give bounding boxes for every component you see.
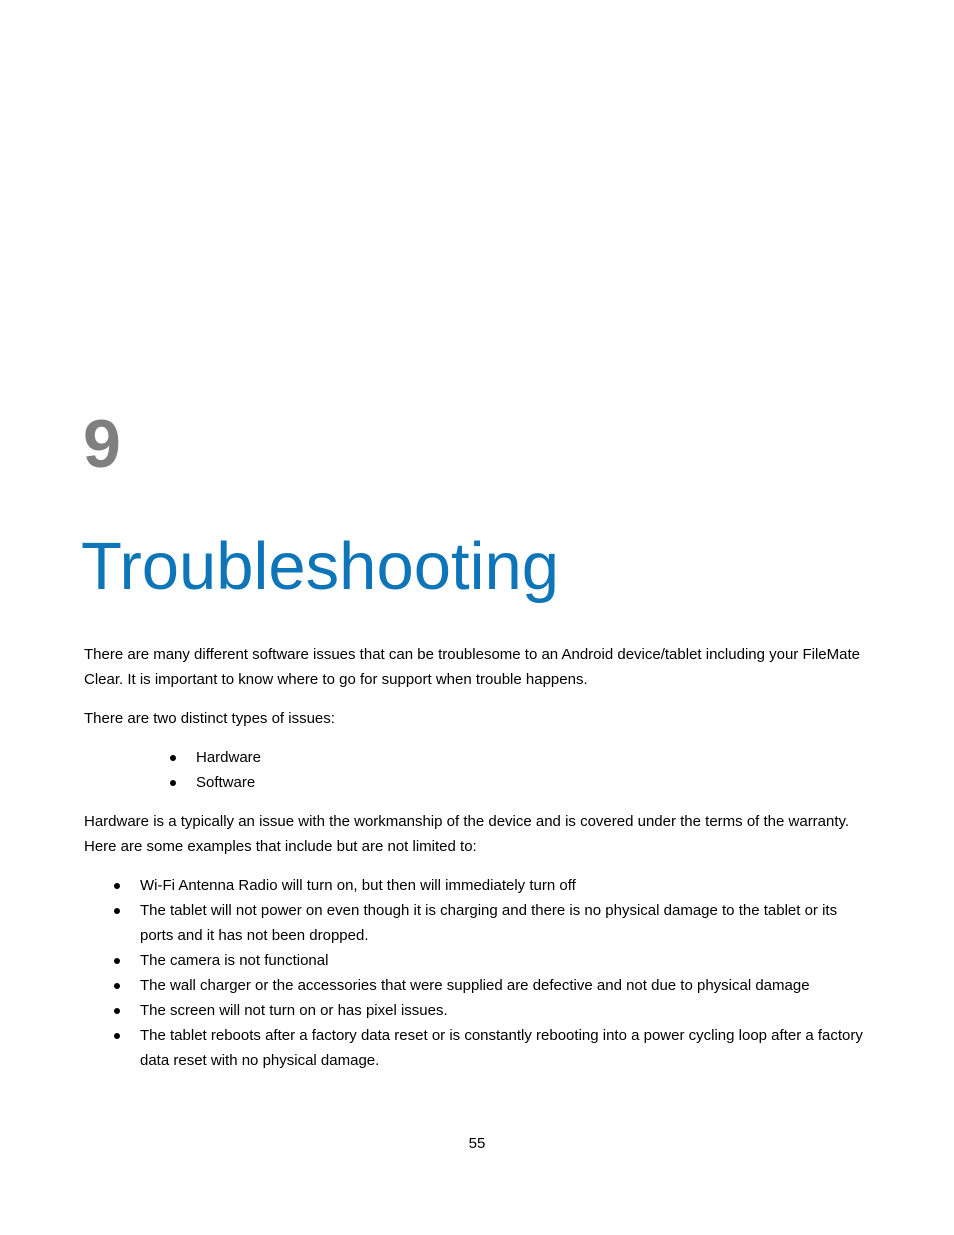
list-item <box>112 948 864 973</box>
list-item-text: The tablet reboots after a factory data reset or is constantly rebooting into a power cycling loop after a factory data reset with no physical damage. <box>140 1027 863 1069</box>
hardware-description: Hardware is a typically an issue with the workmanship of the device and is covered under the terms of the warranty. Here are some examples that include but are not limited to: <box>84 813 850 855</box>
intro-paragraph: There are many different software issues that can be troublesome to an Android device/tablet including your FileMate Clear. It is important to know where to go for support when trouble happens. <box>84 646 860 688</box>
issue-types-intro: There are two distinct types of issues: <box>84 710 335 727</box>
chapter-number: 9 <box>83 406 121 482</box>
issue-types-list <box>84 745 864 795</box>
list-item <box>168 745 864 770</box>
chapter-body <box>84 642 864 1073</box>
hardware-examples-list <box>84 873 864 1073</box>
page-number: 55 <box>468 1135 486 1152</box>
list-item-text: Software <box>196 774 256 791</box>
list-item <box>112 998 864 1023</box>
list-item <box>112 1023 864 1073</box>
list-item-text: The screen will not turn on or has pixel issues. <box>140 1002 448 1019</box>
list-item-text: Hardware <box>196 749 262 766</box>
list-item-text: The wall charger or the accessories that were supplied are defective and not due to physical damage <box>140 977 810 994</box>
list-item <box>112 898 864 948</box>
list-item-text: Wi-Fi Antenna Radio will turn on, but then will immediately turn off <box>140 877 576 894</box>
list-item <box>168 770 864 795</box>
list-item-text: The tablet will not power on even though it is charging and there is no physical damage to the tablet or its ports and it has not been dropped. <box>140 902 838 944</box>
list-item <box>112 973 864 998</box>
chapter-title: Troubleshooting <box>81 529 559 604</box>
list-item <box>112 873 864 898</box>
list-item-text: The camera is not functional <box>140 952 329 969</box>
